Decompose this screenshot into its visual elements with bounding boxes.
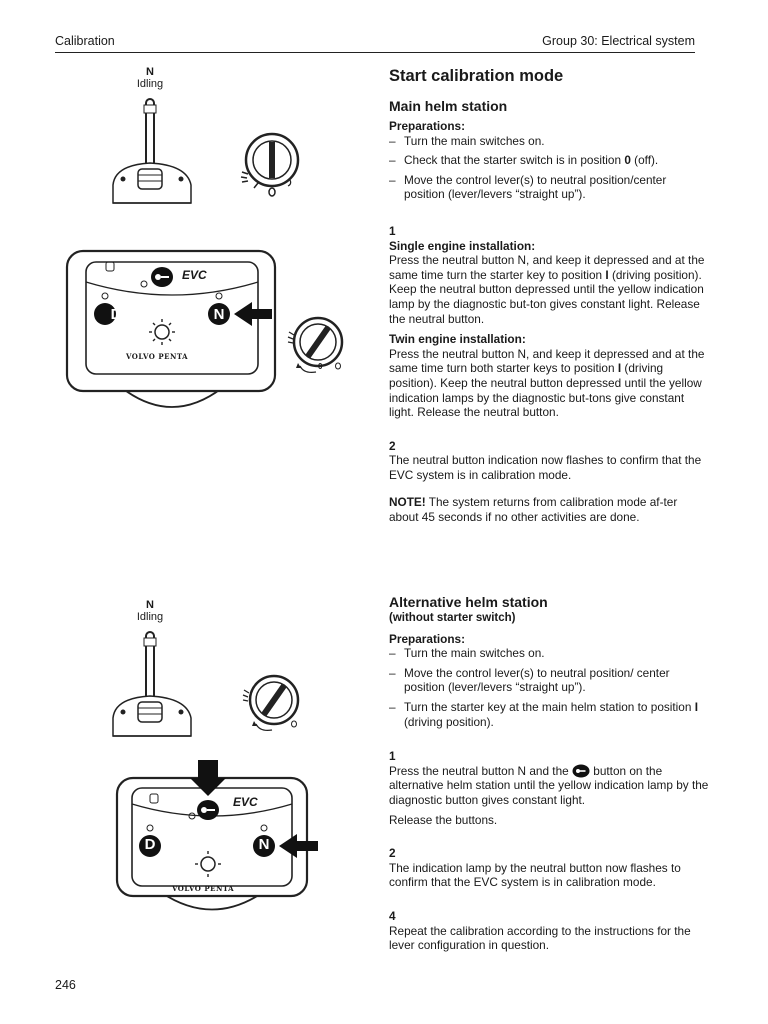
lever-label-n-2: N: [146, 599, 154, 611]
key-switch-icon: [232, 664, 312, 744]
alt-step4-text: Repeat the calibration according to the instructions for the lever configuration in question.: [389, 923, 691, 953]
note: NOTE! The system returns from calibration mode af-ter about 45 seconds if no other activities are done.: [389, 495, 678, 525]
switch-position-0: 0: [318, 362, 323, 371]
step-number: 2: [389, 846, 396, 861]
lever-icon: [105, 95, 205, 210]
page-number: 246: [55, 978, 76, 992]
prep-item: – Move the control lever(s) to neutral position/ center position (lever/levers “straight up”).: [389, 665, 670, 695]
main-helm-heading: Main helm station: [389, 98, 508, 114]
key-button-icon: [572, 764, 590, 778]
twin-engine-label: Twin engine installation:: [389, 332, 526, 347]
alt-step1-text: Press the neutral button N and the button on the alternative helm station until the yellow indication lamp by the diagnostic button gives constant light.: [389, 763, 709, 807]
step-number: 2: [389, 438, 396, 453]
step-number: 1: [389, 749, 396, 764]
prep-item: – Move the control lever(s) to neutral position/center position (lever/levers “straight up”).: [389, 172, 667, 202]
single-engine-text: Press the neutral button N, and keep it depressed and at the same time turn the starter key to position I (driving position). Keep the neutral button depressed until the yellow indication lamp by the diagnostic but-ton gives constant light. Release the neutral button.: [389, 253, 705, 326]
lever-label-n: N: [146, 66, 154, 78]
key-switch-icon: [228, 128, 308, 200]
preparations-label: Preparations:: [389, 631, 466, 646]
panel-d-button-2: D: [144, 836, 156, 853]
step2-text: The neutral button indication now flashes to confirm that the EVC system is in calibration mode.: [389, 453, 702, 482]
header-rule: [55, 52, 695, 53]
header-right: Group 30: Electrical system: [542, 34, 695, 48]
alt-step2-text: The indication lamp by the neutral button now flashes to confirm that the EVC system is in calibration mode.: [389, 860, 681, 890]
main-section: [389, 66, 709, 525]
panel-d-button: D: [110, 306, 122, 323]
lever-icon: [105, 628, 205, 743]
prep-item: – Turn the main switches on.: [389, 133, 545, 148]
panel-evc-label: EVC: [182, 268, 207, 282]
single-engine-label: Single engine installation:: [389, 238, 536, 253]
release-text: Release the buttons.: [389, 812, 498, 827]
alt-helm-subheading: (without starter switch): [389, 612, 516, 624]
prep-item: – Turn the starter key at the main helm station to position I (driving position).: [389, 699, 698, 729]
alt-helm-heading: Alternative helm station: [389, 594, 548, 610]
lever-label-idling: Idling: [136, 78, 164, 90]
panel-evc-label-2: EVC: [233, 795, 258, 809]
panel-brand-2: VOLVO PENTA: [172, 884, 235, 893]
step-number: 4: [389, 908, 396, 923]
alt-section: [389, 593, 709, 953]
lever-label-idling-2: Idling: [136, 611, 164, 623]
header-left: Calibration: [55, 34, 115, 48]
evc-panel-icon: [62, 248, 362, 420]
panel-n-button: N: [213, 306, 225, 323]
panel-n-button-2: N: [258, 836, 270, 853]
preparations-label: Preparations:: [389, 119, 466, 133]
panel-brand: VOLVO PENTA: [126, 352, 189, 361]
prep-item: – Turn the main switches on.: [389, 646, 545, 661]
twin-engine-text: Press the neutral button N, and keep it depressed and at the same time turn both starter keys to position I (driving position). Keep the neutral button depressed until the yellow indication lamps by the diagnostic but-tons give constant light. Release the neutral button.: [389, 346, 705, 420]
step-number: 1: [389, 223, 396, 238]
prep-item: – Check that the starter switch is in position 0 (off).: [389, 153, 659, 168]
page-title: Start calibration mode: [389, 67, 564, 85]
